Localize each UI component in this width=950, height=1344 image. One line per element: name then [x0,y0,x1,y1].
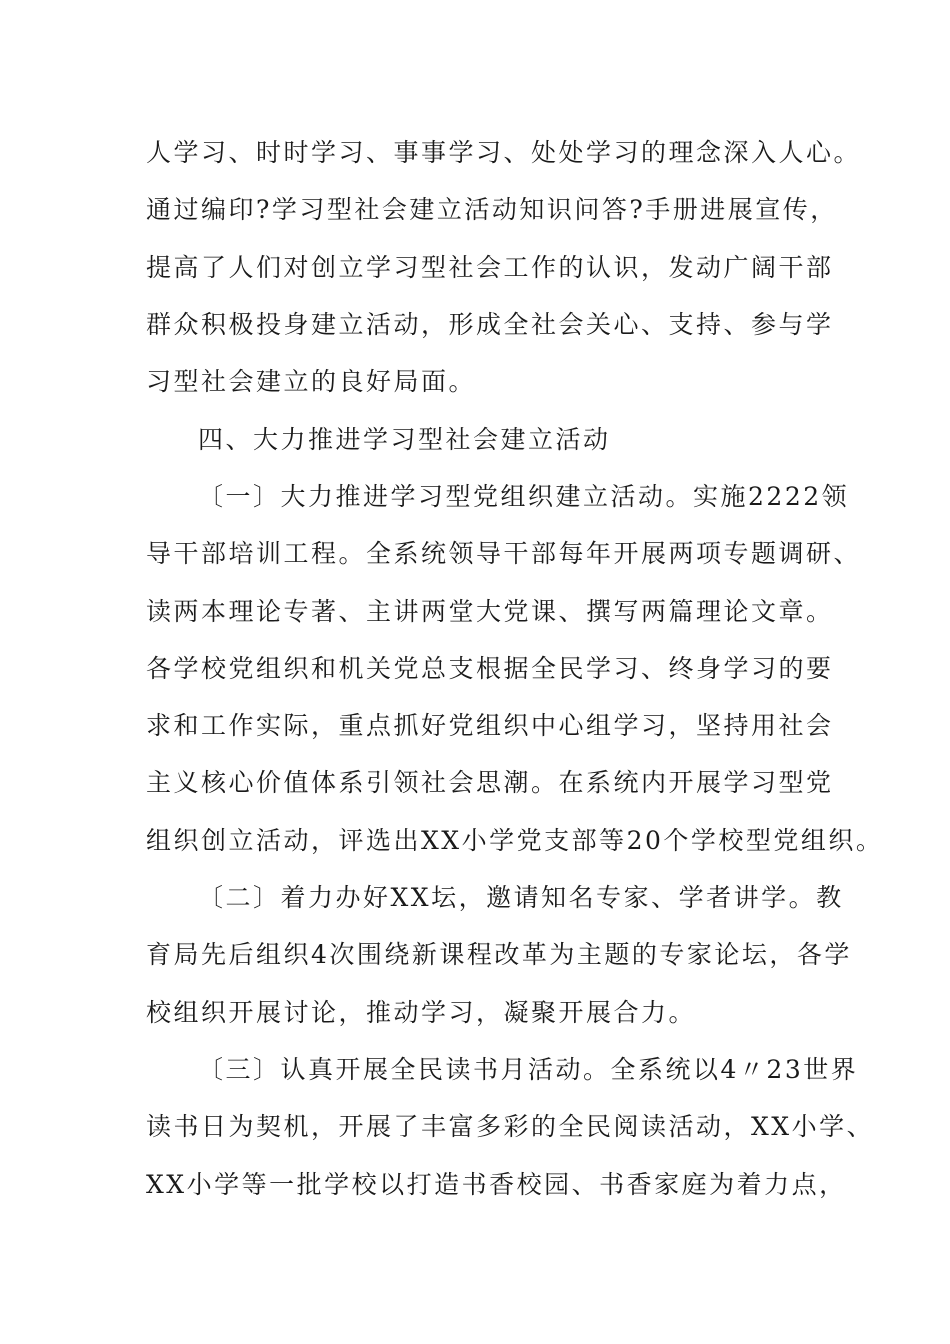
body-line: 主义核心价值体系引领社会思潮。在系统内开展学习型党 [146,768,834,797]
section-heading: 四、大力推进学习型社会建立活动 [198,425,611,454]
body-line: 习型社会建立的良好局面。 [146,367,477,396]
body-line: 组织创立活动，评选出XX小学党支部等20个学校型党组织。 [146,826,884,855]
body-line: 提高了人们对创立学习型社会工作的认识，发动广阔干部 [146,253,834,282]
body-line: 导干部培训工程。全系统领导干部每年开展两项专题调研、 [146,539,862,568]
body-line: 读两本理论专著、主讲两堂大党课、撰写两篇理论文章。 [146,597,834,626]
body-line: 通过编印?学习型社会建立活动知识问答?手册进展宣传， [146,195,838,224]
body-line: 求和工作实际，重点抓好党组织中心组学习，坚持用社会 [146,711,834,740]
body-line: 读书日为契机，开展了丰富多彩的全民阅读活动，XX小学、 [146,1112,875,1141]
paragraph-first-line: 〔一〕大力推进学习型党组织建立活动。实施2222领 [198,482,850,511]
body-line: 校组织开展讨论，推动学习，凝聚开展合力。 [146,998,697,1027]
body-line: XX小学等一批学校以打造书香校园、书香家庭为着力点， [146,1170,847,1199]
body-line: 人学习、时时学习、事事学习、处处学习的理念深入人心。 [146,138,862,167]
body-line: 各学校党组织和机关党总支根据全民学习、终身学习的要 [146,654,834,683]
body-line: 育局先后组织4次围绕新课程改革为主题的专家论坛，各学 [146,940,852,969]
paragraph-first-line: 〔三〕认真开展全民读书月活动。全系统以4〃23世界 [198,1055,859,1084]
paragraph-first-line: 〔二〕着力办好XX坛，邀请知名专家、学者讲学。教 [198,883,844,912]
body-line: 群众积极投身建立活动，形成全社会关心、支持、参与学 [146,310,834,339]
